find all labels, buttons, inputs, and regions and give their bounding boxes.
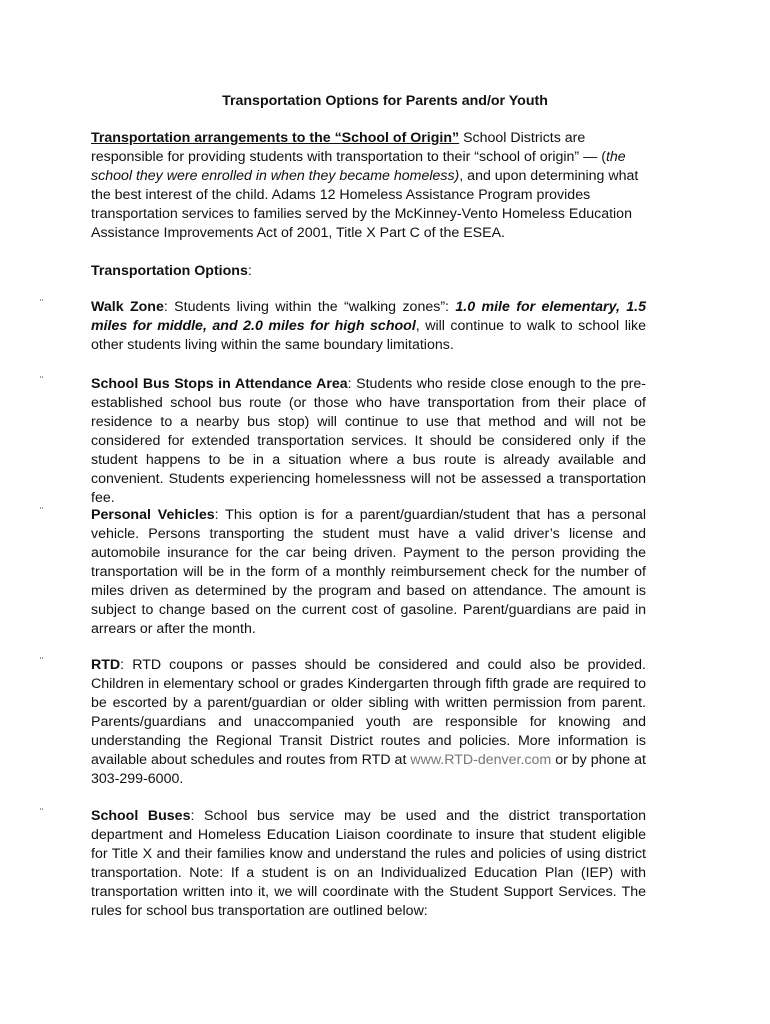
rtd-website-link[interactable]: www.RTD-denver.com <box>410 752 552 768</box>
intro-text-1: School Districts are responsible for providing students with transportation to their “school of origin” — ( <box>91 130 606 165</box>
list-item-bus-stops <box>91 375 646 508</box>
bullet-icon: ¨ <box>39 808 44 819</box>
school-buses-text: : School bus service may be used and the district transportation department and Homeless Education Liaison coordinate to insure that student eligible for Title X and their families know and understand the rules and policies of using district transportation. Note: If a student is on an Individualized Education Plan (IEP) with transportation written into it, we will coordinate with the Student Support Services. The rules for school bus transportation are outlined below: <box>91 808 646 919</box>
bus-stops-text: : Students who reside close enough to the pre-established school bus route (or those who have transportation from their place of residence to a nearby bus stop) will continue to use that method and will not be considered for extended transportation services. It should be considered only if the student happens to be in a situation where a bus route is already available and convenient. Students experiencing homelessness will not be assessed a transportation fee. <box>91 376 646 506</box>
walk-zone-label: Walk Zone <box>91 299 164 315</box>
bullet-icon: ¨ <box>39 299 44 310</box>
intro-heading: Transportation arrangements to the “School of Origin” <box>91 130 460 146</box>
walk-zone-text-2: , will continue to walk to school like other students living within the same boundary limitations. <box>91 318 646 353</box>
list-item-school-buses <box>91 807 646 921</box>
walk-zone-text-1: : Students living within the “walking zones”: <box>163 299 456 315</box>
intro-text-2: , and upon determining what the best interest of the child. Adams 12 Homeless Assistance Program provides transportation services to families served by the McKinney-Vento Homeless Education Assistance Improvements Act of 2001, Title X Part C of the ESEA. <box>91 168 639 241</box>
bus-stops-label: School Bus Stops in Attendance Area <box>91 376 348 392</box>
page-title: Transportation Options for Parents and/or Youth <box>222 93 548 109</box>
rtd-text-1: : RTD coupons or passes should be considered and could also be provided. Children in elementary school or grades Kindergarten through fifth grade are required to be escorted by a parent/guardian or older sibling with written permission from parent. Parents/guardians and unaccompanied youth are responsible for knowing and understanding the Regional Transit District routes and policies. More information is available about schedules and routes from RTD at <box>91 657 646 768</box>
intro-italic: the school they were enrolled in when they became homeless) <box>91 149 626 184</box>
school-buses-label: School Buses <box>91 808 191 824</box>
options-heading <box>91 262 646 281</box>
intro-paragraph <box>91 129 646 243</box>
walk-zone-emphasis: 1.0 mile for elementary, 1.5 miles for middle, and 2.0 miles for high school <box>91 299 646 334</box>
rtd-label: RTD <box>91 657 121 673</box>
list-item-walk-zone <box>91 298 646 355</box>
personal-vehicles-text: : This option is for a parent/guardian/student that has a personal vehicle. Persons transporting the student must have a valid driver’s license and automobile insurance for the car being driven. Payment to the person providing the transportation will be in the form of a monthly reimbursement check for the number of miles driven as determined by the program and based on attendance. The amount is subject to change based on the current cost of gasoline. Parent/guardians are paid in arrears or after the month. <box>91 507 646 637</box>
bullet-icon: ¨ <box>39 376 44 387</box>
bullet-icon: ¨ <box>39 507 44 518</box>
personal-vehicles-label: Personal Vehicles <box>91 507 215 523</box>
list-item-personal-vehicles <box>91 506 646 639</box>
bullet-icon: ¨ <box>39 657 44 668</box>
options-heading-colon: : <box>247 263 252 279</box>
options-heading-label: Transportation Options <box>91 263 248 279</box>
list-item-rtd <box>91 656 646 789</box>
rtd-text-2: or by phone at 303-299-6000. <box>91 752 646 787</box>
